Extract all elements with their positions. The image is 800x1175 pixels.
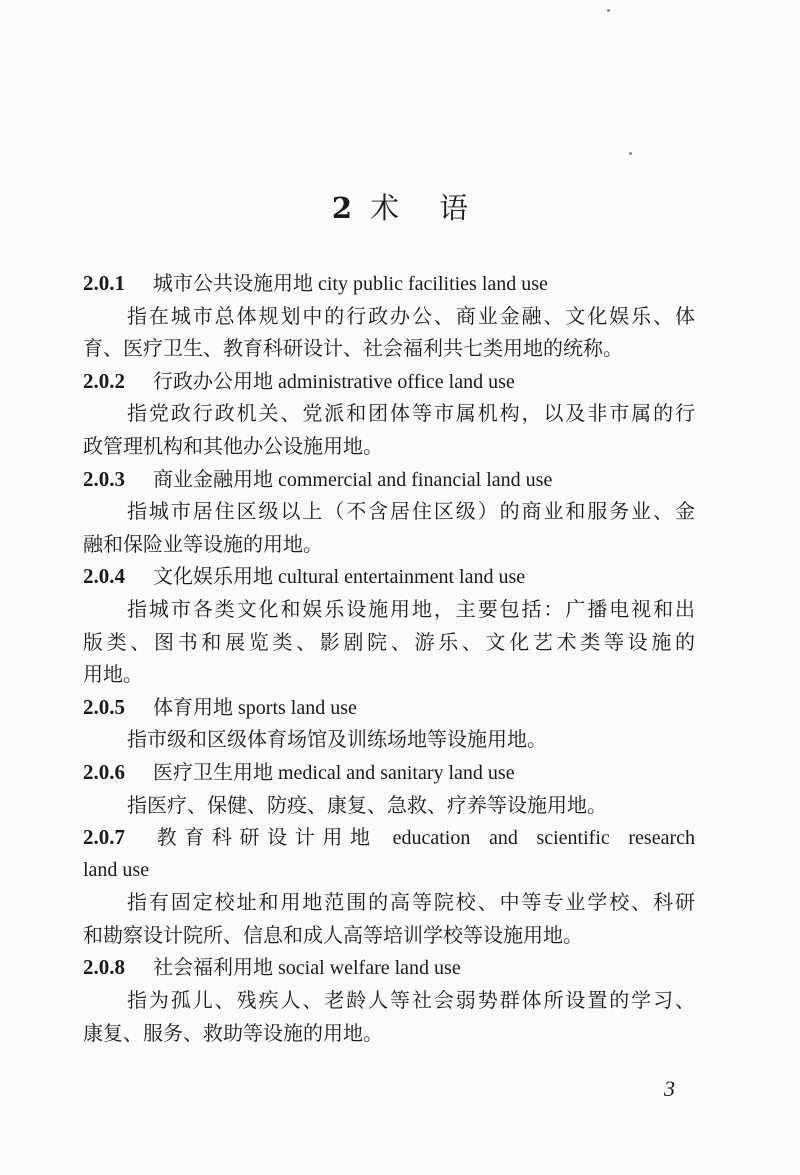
term-zh: 城市公共设施用地: [153, 271, 313, 295]
term-number: 2.0.1: [83, 271, 125, 295]
term-en: commercial and financial land use: [278, 468, 553, 491]
terms-list: [83, 267, 695, 1049]
scan-speck: [629, 152, 632, 155]
term-body-line: 康复、服务、救助等设施的用地。: [83, 1020, 383, 1045]
chapter-number: 2: [331, 191, 353, 225]
chapter-title: [0, 186, 800, 227]
term-zh: 教育科研设计用地: [153, 825, 378, 850]
term-body-line: 版类、图书和展览类、影剧院、游乐、文化艺术类等设施的: [83, 629, 695, 654]
term-body-line: 指党政行政机关、党派和团体等市属机构，以及非市属的行: [127, 401, 695, 426]
term-en: medical and sanitary land use: [278, 761, 515, 784]
term-body-line: 政管理机构和其他办公设施用地。: [83, 433, 383, 458]
term-heading: [83, 951, 695, 984]
term-heading: [83, 463, 695, 496]
term-number: 2.0.2: [83, 368, 125, 393]
term-body-line: 指有固定校址和用地范围的高等院校、中等专业学校、科研: [127, 890, 695, 915]
term-body-line: 用地。: [83, 662, 143, 687]
term-number: 2.0.8: [83, 955, 125, 980]
term-number: 2.0.3: [83, 466, 125, 491]
term-en: social welfare land use: [278, 957, 461, 980]
term-heading: [83, 560, 695, 593]
term-en-continuation: land use: [83, 858, 150, 881]
term-en: sports land use: [238, 696, 357, 719]
term-en: administrative office land use: [278, 370, 515, 393]
term-en: city public facilities land use: [318, 273, 548, 295]
term-en: education and scientific research: [392, 827, 695, 850]
term-heading: [83, 267, 695, 300]
term-body-line: 指城市居住区级以上（不含居住区级）的商业和服务业、金: [127, 499, 695, 524]
term-body-line: 指市级和区级体育场馆及训练场地等设施用地。: [127, 727, 547, 752]
term-zh: 医疗卫生用地: [153, 759, 273, 784]
term-number: 2.0.6: [83, 759, 125, 784]
term-zh: 商业金融用地: [153, 466, 273, 491]
page-number: 3: [664, 1076, 675, 1101]
term-heading: [83, 691, 695, 724]
term-body-line: 指城市各类文化和娱乐设施用地，主要包括：广播电视和出: [127, 596, 695, 621]
term-body-line: 育、医疗卫生、教育科研设计、社会福利共七类用地的统称。: [83, 336, 623, 361]
term-heading: [83, 821, 695, 854]
term-body-line: 融和保险业等设施的用地。: [83, 531, 323, 556]
term-body-line: 指医疗、保健、防疫、康复、急救、疗养等设施用地。: [127, 792, 607, 817]
term-en: cultural entertainment land use: [278, 566, 526, 589]
term-zh: 体育用地: [153, 694, 233, 719]
term-zh: 行政办公用地: [153, 368, 273, 393]
term-number: 2.0.5: [83, 694, 125, 719]
chapter-title-char-2: 语: [439, 191, 469, 225]
term-zh: 社会福利用地: [153, 955, 273, 980]
term-body-line: 指在城市总体规划中的行政办公、商业金融、文化娱乐、体: [127, 303, 695, 328]
term-body-line: 指为孤儿、残疾人、老龄人等社会弱势群体所设置的学习、: [127, 988, 695, 1013]
scan-speck: [607, 9, 610, 12]
term-number: 2.0.7: [83, 825, 125, 850]
term-zh: 文化娱乐用地: [153, 564, 273, 589]
term-body-line: 和勘察设计院所、信息和成人高等培训学校等设施用地。: [83, 922, 583, 947]
term-heading: [83, 756, 695, 789]
term-heading: [83, 365, 695, 398]
term-number: 2.0.4: [83, 564, 125, 589]
chapter-title-char-1: 术: [370, 191, 400, 225]
